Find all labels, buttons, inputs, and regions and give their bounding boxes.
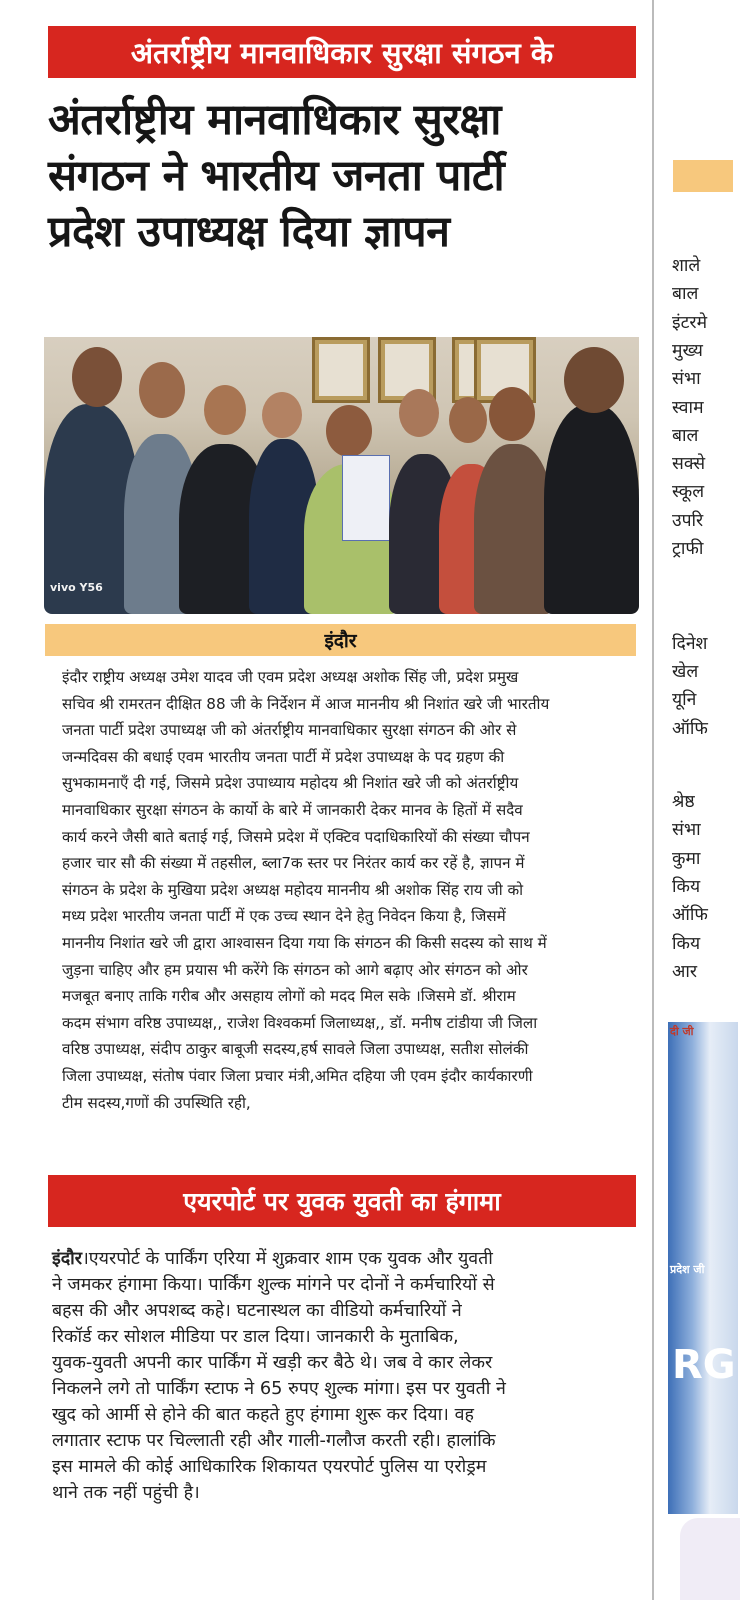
story-2-line: खुद को आर्मी से होने की बात कहते हुए हंगामा शुरू कर दिया। वह xyxy=(52,1404,474,1425)
story-line: टीम सदस्य,गणों की उपस्थिति रही, xyxy=(62,1093,251,1112)
story-line: जिला उपाध्यक्ष, संतोष पंवार जिला प्रचार मंत्री,अमित दहिया जी एवम इंदौर कार्यकारणी xyxy=(62,1066,533,1085)
camera-watermark: vivo Y56 xyxy=(50,581,103,594)
story-line: सुभकामनाएँ दी गई, जिसमे प्रदेश उपाध्याय महोदय श्री निशांत खरे जी को अंतर्राष्ट्रीय xyxy=(62,774,519,793)
story-2-line: इंदौर।एयरपोर्ट के पार्किंग एरिया में शुक्रवार शाम एक युवक और युवती xyxy=(52,1248,493,1269)
sidebar-text: सक्से xyxy=(672,454,706,474)
sidebar-text: स्वाम xyxy=(672,398,704,418)
story-line: इंदौर राष्ट्रीय अध्यक्ष उमेश यादव जी एवम प्रदेश अध्यक्ष अशोक सिंह जी, प्रदेश प्रमुख xyxy=(62,668,519,686)
group-photo xyxy=(44,337,639,604)
person xyxy=(474,444,554,614)
photo-tag: प्रदेश जी xyxy=(670,1263,705,1276)
sidebar-text: यूनि xyxy=(672,690,697,710)
photo-tag: RG xyxy=(672,1342,736,1388)
sidebar-text: किय xyxy=(672,877,701,897)
story-2-line: रिकॉर्ड कर सोशल मीडिया पर डाल दिया। जानकारी के मुताबिक, xyxy=(52,1326,459,1347)
story-2-dateline: इंदौर xyxy=(52,1248,83,1269)
sidebar-text: ट्राफी xyxy=(672,539,704,559)
headline-line-1: अंतर्राष्ट्रीय मानवाधिकार सुरक्षा xyxy=(48,95,501,145)
headline-line-3: प्रदेश उपाध्यक्ष दिया ज्ञापन xyxy=(48,207,450,257)
sidebar-text: इंटरमे xyxy=(672,313,708,333)
sub-headline-banner: एयरपोर्ट पर युवक युवती का हंगामा xyxy=(48,1175,636,1227)
story-line: मजबूत बनाए ताकि गरीब और असहाय लोगों को मदद मिल सके ।जिसमे डॉ. श्रीराम xyxy=(62,987,516,1006)
sidebar-text: खेल xyxy=(672,662,699,682)
story-line: माननीय निशांत खरे जी द्वारा आश्वासन दिया गया कि संगठन की किसी सदस्य को साथ में xyxy=(62,933,547,952)
dateline-bar: इंदौर xyxy=(45,624,636,656)
story-2-line: थाने तक नहीं पहुंची है। xyxy=(52,1482,200,1503)
story-line: हजार चार सौ की संख्या में तहसील, ब्ला7क स्तर पर निरंतर कार्य कर रहें है, ज्ञापन में xyxy=(62,854,525,873)
story-2-line: बहस की और अपशब्द कहे। घटनास्थल का वीडियो कर्मचारियों ने xyxy=(52,1300,462,1321)
headline-line-2: संगठन ने भारतीय जनता पार्टी xyxy=(48,151,505,201)
sidebar-text: ऑफि xyxy=(672,905,708,925)
sidebar-text: संभा xyxy=(672,369,701,389)
sidebar-text: मुख्य xyxy=(672,341,703,361)
sidebar-text: स्कूल xyxy=(672,482,705,502)
sidebar-text: कुमा xyxy=(672,849,701,869)
memorandum-paper xyxy=(342,455,390,541)
story-line: जुड़ना चाहिए और हम प्रयास भी करेंगे कि संगठन को आगे बढ़ाए ओर संगठन को ओर xyxy=(62,960,528,979)
story-line: वरिष्ठ उपाध्यक्ष, संदीप ठाकुर बाबूजी सदस्य,हर्ष सावले जिला उपाध्यक्ष, सतीश सोलंकी xyxy=(62,1040,529,1059)
sidebar-text: बाल xyxy=(672,284,699,304)
sidebar-footer-shape xyxy=(680,1518,740,1600)
sidebar-text: आर xyxy=(672,962,698,982)
story-line: मध्य प्रदेश भारतीय जनता पार्टी में एक उच्च स्थान देने हेतु निवेदन किया है, जिसमें xyxy=(62,907,506,926)
person xyxy=(544,404,639,614)
story-2-line: युवक-युवती अपनी कार पार्किंग में खड़ी कर बैठे थे। जब वे कार लेकर xyxy=(52,1352,493,1373)
story-line: कार्य करने जैसी बाते बताई गई, जिसमे प्रदेश में एक्टिव पदाधिकारियों की संख्या चौपन xyxy=(62,827,530,846)
sidebar-text: शाले xyxy=(672,256,701,276)
story-2-line: निकलने लगे तो पार्किंग स्टाफ ने 65 रुपए शुल्क मांगा। इस पर युवती ने xyxy=(52,1378,506,1399)
story-line: संगठन के प्रदेश के मुखिया प्रदेश अध्यक्ष महोदय माननीय श्री अशोक सिंह राय जी को xyxy=(62,880,524,899)
column-divider xyxy=(652,0,654,1600)
story-body xyxy=(62,664,622,1116)
sidebar-heading-bar xyxy=(673,160,733,192)
sidebar-photo xyxy=(668,1022,738,1514)
story-line: जनता पार्टी प्रदेश उपाध्यक्ष जी को अंतर्राष्ट्रीय मानवाधिकार सुरक्षा संगठन की ओर से xyxy=(62,721,517,740)
sidebar-text: ऑफि xyxy=(672,719,708,739)
sidebar-text: श्रेष्ठ xyxy=(672,792,695,812)
photo-tag: दी जी xyxy=(670,1025,694,1038)
story-line: सचिव श्री रामरतन दीक्षित 88 जी के निर्देशन में आज माननीय श्री निशांत खरे जी भारतीय xyxy=(62,694,550,713)
story-2-line: ने जमकर हंगामा किया। पार्किंग शुल्क मांगने पर दोनों ने कर्मचारियों से xyxy=(52,1274,495,1295)
wall-portrait xyxy=(312,337,370,403)
story-line: जन्मदिवस की बधाई एवम भारतीय जनता पार्टी में प्रदेश उपाध्यक्ष के पद ग्रहण की xyxy=(62,747,505,766)
kicker-banner: अंतर्राष्ट्रीय मानवाधिकार सुरक्षा संगठन के xyxy=(48,26,636,78)
story-2-body xyxy=(52,1246,636,1506)
story-2-line: इस मामले की कोई आधिकारिक शिकायत एयरपोर्ट पुलिस या एरोड्रम xyxy=(52,1456,487,1477)
story-2-line: लगातार स्टाफ पर चिल्लाती रही और गाली-गलौज करती रही। हालांकि xyxy=(52,1430,496,1451)
sidebar-text: किय xyxy=(672,934,701,954)
sidebar-text: दिनेश xyxy=(672,634,708,654)
sidebar-text: बाल xyxy=(672,426,699,446)
story-line: कदम संभाग वरिष्ठ उपाध्यक्ष,, राजेश विश्वकर्मा जिलाध्यक्ष,, डॉ. मनीष टांडीया जी जिला xyxy=(62,1013,538,1032)
sidebar-text: उपरि xyxy=(672,511,704,531)
headline xyxy=(48,92,648,260)
story-line: मानवाधिकार सुरक्षा संगठन के कार्यो के बारे में जानकारी देकर मानव के हितों में सदैव xyxy=(62,800,523,819)
sidebar-text: संभा xyxy=(672,820,701,840)
